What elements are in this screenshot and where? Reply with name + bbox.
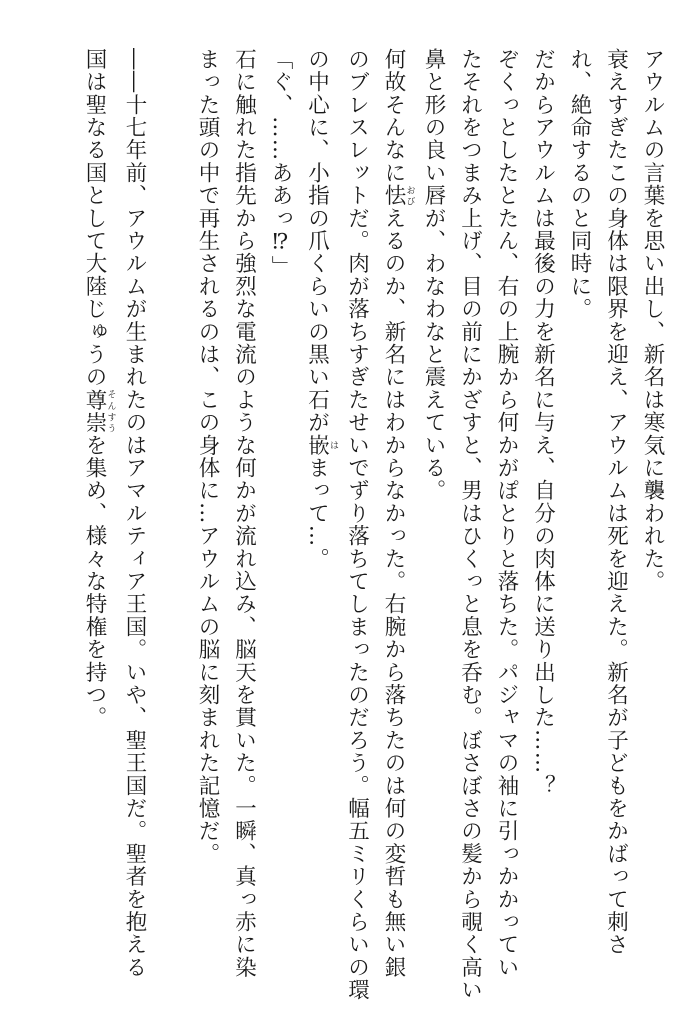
dialogue-line: 「ぐ、……ああっ⁉」 bbox=[268, 48, 293, 279]
blank-line bbox=[152, 48, 189, 983]
ruby-annotation: 怯おび bbox=[381, 184, 415, 207]
text-line: 鼻と形の良い唇が、わなわなと震えている。 bbox=[421, 48, 446, 502]
text-line: れ、絶命するのと同時に。 bbox=[567, 48, 592, 321]
text-line: 国は聖なる国として大陸じゅうの尊崇そんすうを集め、様々な特権を持つ。 bbox=[82, 48, 116, 730]
text-line: 何故そんなに怯おびえるのか、新名にはわからなかった。右腕から落ちたのは何の変哲も無い銀 bbox=[381, 48, 415, 979]
text-line: たそれをつまみ上げ、目の前にかざすと、男はひくっと息を呑む。ぼさぼさの髪から覗く高い bbox=[457, 48, 483, 1002]
text-line: ――十七年前、アウルムが生まれたのはアマルティア王国。いや、聖王国だ。聖者を抱える bbox=[122, 48, 147, 979]
text-line: まった頭の中で再生されるのは、この身体に…アウルムの脳に刻まれた記憶だ。 bbox=[195, 48, 220, 866]
text-line: 衰えすぎたこの身体は限界を迎え、アウルムは死を迎えた。新名が子どもをかばって刺さ bbox=[603, 48, 629, 956]
text-line: だからアウルムは最後の力を新名に与え、自分の肉体に送り出した……？ bbox=[530, 48, 556, 798]
text-line: 石に触れた指先から強烈な電流のような何かが流れ込み、脳天を貫いた。一瞬、真っ赤に染 bbox=[231, 48, 257, 979]
ruby-annotation: 嵌は bbox=[304, 433, 338, 457]
vertical-text-body bbox=[76, 48, 671, 1002]
text-line: の中心に、小指の爪くらいの黒い石が嵌はまって…。 bbox=[304, 48, 338, 571]
text-line: アウルムの言葉を思い出し、新名は寒気に襲われた。 bbox=[640, 48, 665, 593]
text-line: ぞくっとしたとたん、右の上腕から何かがぽとりと落ちた。パジャマの袖に引っかかってい bbox=[494, 48, 519, 979]
text-line: のブレスレットだ。肉が落ちすぎたせいでずり落ちてしまったのだろう。幅五ミリくらいの環 bbox=[344, 48, 370, 1002]
ruby-annotation: 尊崇そんすう bbox=[82, 388, 116, 434]
